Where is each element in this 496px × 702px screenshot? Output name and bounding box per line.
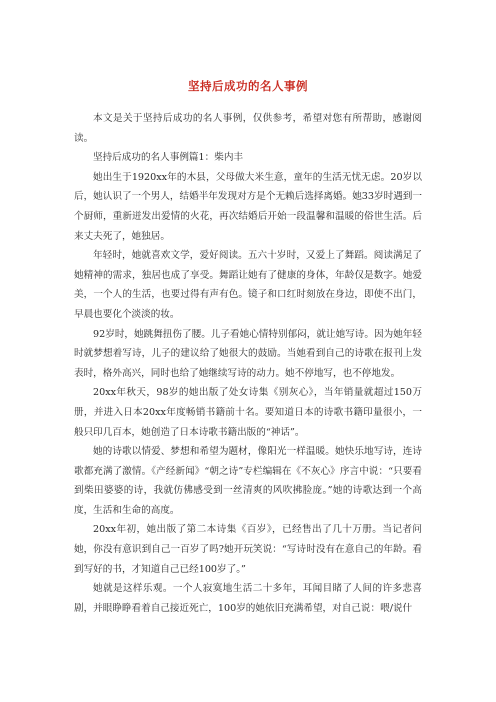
body-paragraph: 92岁时，她跳舞扭伤了腰。儿子看她心情特别郁闷，就让她写诗。因为她年轻时就梦想着写诗，儿子的建议给了她很大的鼓励。当她看到自己的诗歌在报刊上发表时，格外高兴，同时也给了她继续写诗的动力。她不停地写，也不停地发。 <box>74 328 422 379</box>
body-paragraph: 年轻时，她就喜欢文学，爱好阅读。五六十岁时，又爱上了舞蹈。阅读满足了她精神的需求，独居也成了享受。舞蹈让她有了健康的身体，年龄仅是数字。她爱美，一个人的生活，也要过得有声有色。镜子和口红时刻放在身边，即使不出门，早晨也要化个淡淡的妆。 <box>74 250 422 320</box>
section-heading: 坚持后成功的名人事例篇1：柴内丰 <box>93 152 244 164</box>
body-paragraph: 她出生于1920xx年的木县，父母做大米生意，童年的生活无忧无虑。20岁以后，她认识了一个男人，结婚半年发现对方是个无赖后选择离婚。她33岁时遇到一个厨师，重新迸发出爱情的火花，再次结婚后开始一段温馨和温暖的俗世生活。后来丈夫死了，她独居。 <box>74 171 422 242</box>
intro-paragraph: 本文是关于坚持后成功的名人事例，仅供参考，希望对您有所帮助，感谢阅读。 <box>74 113 422 144</box>
body-paragraph: 她就是这样乐观。一个人寂寞地生活二十多年，耳闻目睹了人间的许多悲喜剧，并眼睁睁看着自己接近死亡，100岁的她依旧充满希望，对自己说：喂/说什 <box>74 583 422 614</box>
document-title: 坚持后成功的名人事例 <box>188 79 308 93</box>
body-paragraph: 20xx年秋天，98岁的她出版了处女诗集《别灰心》，当年销量就超过150万册，并进入日本20xx年度畅销书籍前十名。要知道日本的诗歌书籍印量很小，一般只印几百本，她创造了日本诗歌书籍出版的“神话”。 <box>74 387 422 438</box>
body-paragraph: 20xx年初，她出版了第二本诗集《百岁》，已经售出了几十万册。当记者问她，你没有意识到自己一百岁了吗?她开玩笑说：“写诗时没有在意自己的年龄。看到写好的书，才知道自己已经100岁了。” <box>74 524 422 575</box>
body-paragraph: 她的诗歌以情爱、梦想和希望为题材，像阳光一样温暖。她快乐地写诗，连诗歌都充满了激情。《产经新闻》“朝之诗”专栏编辑在《不灰心》序言中说：“只要看到柴田婆婆的诗，我就仿佛感受到一丝清爽的风吹拂脸庞。”她的诗歌达到一个高度，生活和生命的高度。 <box>74 446 422 516</box>
